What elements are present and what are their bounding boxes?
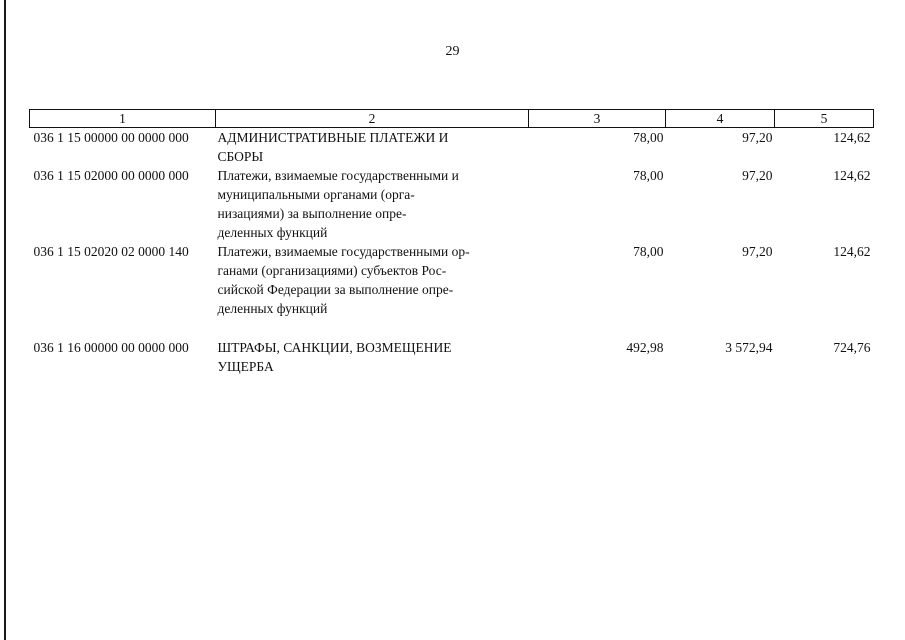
row-value-4: 3 572,94 <box>725 340 773 355</box>
row-code: 036 1 16 00000 00 0000 000 <box>33 340 189 355</box>
row-name <box>216 242 529 318</box>
row-value-4: 97,20 <box>742 244 773 259</box>
row-value-5: 124,62 <box>833 168 871 183</box>
column-header-5: 5 <box>775 110 874 128</box>
column-header-1: 1 <box>30 110 216 128</box>
table-row <box>30 338 874 376</box>
row-code: 036 1 15 02020 02 0000 140 <box>33 244 189 259</box>
row-name-line: АДМИНИСТРАТИВНЫЕ ПЛАТЕЖИ И <box>217 130 449 145</box>
row-name-line: СБОРЫ <box>217 149 264 164</box>
row-name <box>216 166 529 242</box>
row-name-line: Платежи, взимаемые государственными ор- <box>217 244 470 259</box>
scan-edge-line <box>4 0 6 640</box>
row-value-4: 97,20 <box>742 130 773 145</box>
row-code: 036 1 15 00000 00 0000 000 <box>33 130 189 145</box>
row-value-5: 124,62 <box>833 130 871 145</box>
row-name-line: деленных функций <box>217 301 328 316</box>
row-name-line: ШТРАФЫ, САНКЦИИ, ВОЗМЕЩЕНИЕ <box>217 340 452 355</box>
row-value-3: 78,00 <box>633 130 664 145</box>
row-value-3: 78,00 <box>633 168 664 183</box>
row-value-3: 78,00 <box>633 244 664 259</box>
row-spacer <box>30 318 874 338</box>
page-number: 29 <box>445 44 460 59</box>
row-name-line: Платежи, взимаемые государственными и <box>217 168 459 183</box>
column-header-4: 4 <box>666 110 775 128</box>
column-header-2: 2 <box>216 110 529 128</box>
row-value-5: 724,76 <box>833 340 871 355</box>
row-value-3: 492,98 <box>626 340 664 355</box>
row-name-line: низациями) за выполнение опре- <box>217 206 407 221</box>
row-name-line: УЩЕРБА <box>217 359 274 374</box>
row-code: 036 1 15 02000 00 0000 000 <box>33 168 189 183</box>
row-name-line: сийской Федерации за выполнение опре- <box>217 282 454 297</box>
row-value-5: 124,62 <box>833 244 871 259</box>
row-name-line: ганами (организациями) субъектов Рос- <box>217 263 447 278</box>
row-value-4: 97,20 <box>742 168 773 183</box>
table-row <box>30 166 874 242</box>
row-name-line: муниципальными органами (орга- <box>217 187 415 202</box>
table-row <box>30 242 874 318</box>
table-row <box>30 128 874 167</box>
row-name <box>216 128 529 167</box>
table-header-row <box>30 110 874 128</box>
row-name-line: деленных функций <box>217 225 328 240</box>
budget-table <box>29 109 874 376</box>
row-name <box>216 338 529 376</box>
column-header-3: 3 <box>529 110 666 128</box>
